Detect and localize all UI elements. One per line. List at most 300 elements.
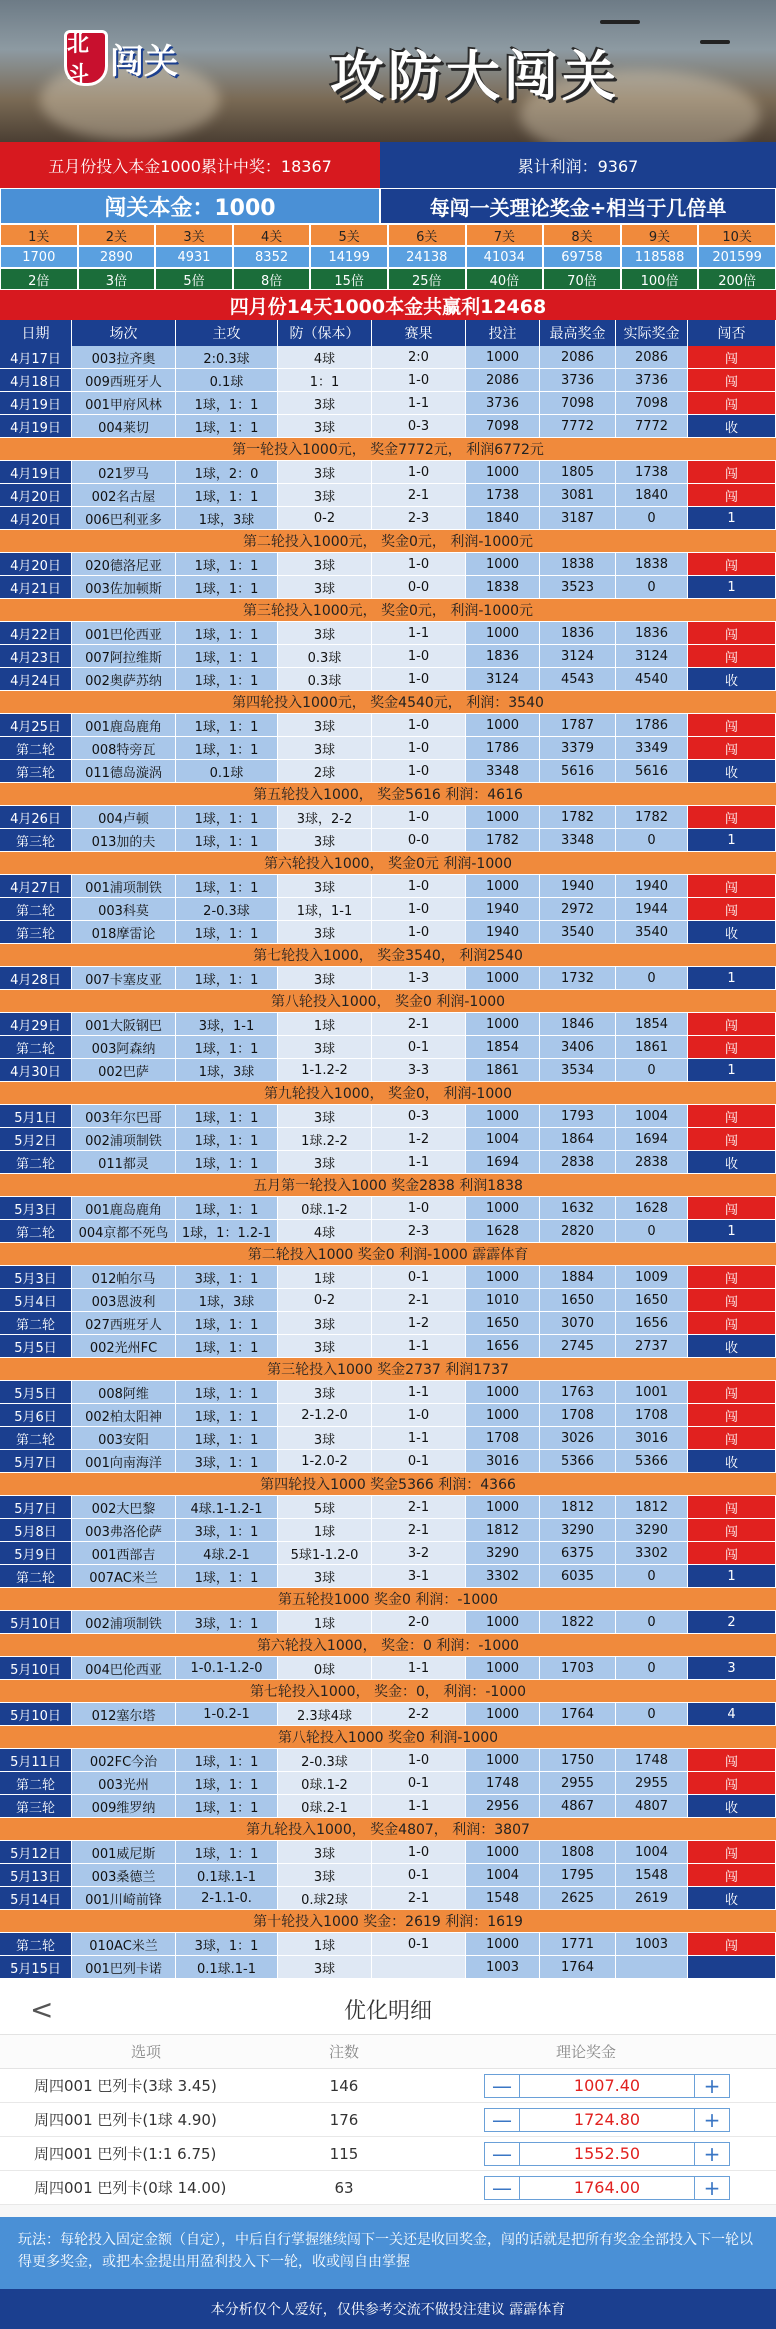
count-value: 63 (334, 2178, 354, 2197)
table-row (0, 1427, 776, 1450)
level-amount: 4931 (155, 246, 233, 268)
match-cell: 007卡塞皮亚 (72, 967, 176, 989)
date-cell: 4月20日 (0, 507, 72, 529)
actual-prize-cell: 3016 (616, 1427, 688, 1449)
stake-cell: 1782 (466, 829, 540, 851)
defense-cell: 0.3球 (278, 668, 372, 690)
result-cell: 0-1 (372, 1864, 466, 1886)
match-cell: 002大巴黎 (72, 1496, 176, 1518)
status-cell: 闯 (688, 806, 776, 828)
max-prize-cell: 1750 (540, 1749, 616, 1771)
main-attack-cell: 0.1球 (176, 760, 278, 782)
match-cell: 020德洛尼亚 (72, 553, 176, 575)
actual-prize-cell: 1940 (616, 875, 688, 897)
main-attack-cell: 1球，1：1 (176, 392, 278, 414)
back-icon[interactable]: < (30, 1993, 54, 2026)
defense-cell: 1球，1-1 (278, 898, 372, 920)
status-cell: 闯 (688, 1496, 776, 1518)
status-cell: 1 (688, 829, 776, 851)
prize-stepper (484, 2108, 730, 2132)
level-amount: 14199 (310, 246, 388, 268)
table-row (0, 1864, 776, 1887)
defense-cell: 1：1 (278, 369, 372, 391)
max-prize-cell: 3124 (540, 645, 616, 667)
status-cell: 收 (688, 1887, 776, 1909)
actual-prize-cell: 0 (616, 1565, 688, 1587)
match-cell: 003弗洛伦萨 (72, 1519, 176, 1541)
date-cell: 5月5日 (0, 1381, 72, 1403)
date-cell: 5月3日 (0, 1197, 72, 1219)
level-amount: 201599 (698, 246, 776, 268)
table-row (0, 576, 776, 599)
date-cell: 第三轮 (0, 1795, 72, 1817)
date-cell: 5月9日 (0, 1542, 72, 1564)
actual-prize-cell: 1708 (616, 1404, 688, 1426)
minus-button[interactable]: — (484, 2142, 520, 2166)
banner (0, 0, 776, 142)
result-cell: 2-1 (372, 1289, 466, 1311)
max-prize-cell: 3070 (540, 1312, 616, 1334)
date-cell: 4月20日 (0, 484, 72, 506)
defense-cell: 3球 (278, 1864, 372, 1886)
max-prize-cell: 1808 (540, 1841, 616, 1863)
match-cell: 003安阳 (72, 1427, 176, 1449)
defense-cell: 1球 (278, 1933, 372, 1955)
match-cell: 009维罗纳 (72, 1795, 176, 1817)
defense-cell: 1-2.0-2 (278, 1450, 372, 1472)
stake-cell: 1000 (466, 1703, 540, 1725)
table-row (0, 921, 776, 944)
date-cell: 5月8日 (0, 1519, 72, 1541)
actual-prize-cell: 0 (616, 967, 688, 989)
match-cell: 004莱切 (72, 415, 176, 437)
date-cell: 5月7日 (0, 1496, 72, 1518)
main-attack-cell: 2:0.3球 (176, 346, 278, 368)
result-cell: 1-0 (372, 737, 466, 759)
defense-cell: 3球 (278, 484, 372, 506)
minus-button[interactable]: — (484, 2074, 520, 2098)
defense-cell: 3球 (278, 1335, 372, 1357)
stake-cell: 1000 (466, 1496, 540, 1518)
status-cell: 闯 (688, 875, 776, 897)
match-cell: 027西班牙人 (72, 1312, 176, 1334)
actual-prize-cell (616, 1956, 688, 1978)
main-attack-cell: 1球，1：1 (176, 576, 278, 598)
table-row (0, 1772, 776, 1795)
stake-cell: 1840 (466, 507, 540, 529)
match-cell: 003恩波利 (72, 1289, 176, 1311)
result-cell: 2-1 (372, 1013, 466, 1035)
status-cell: 闯 (688, 714, 776, 736)
main-attack-cell: 3球，1：1 (176, 1266, 278, 1288)
main-attack-cell: 1球，1：1 (176, 714, 278, 736)
plus-button[interactable]: + (694, 2176, 730, 2200)
date-cell: 第二轮 (0, 1312, 72, 1334)
april-summary-title: 四月份14天1000本金共赢利12468 (0, 290, 776, 320)
match-cell: 001甲府风林 (72, 392, 176, 414)
result-cell: 0-1 (372, 1450, 466, 1472)
defense-cell: 3球 (278, 737, 372, 759)
stake-cell: 3290 (466, 1542, 540, 1564)
main-attack-cell: 1球，1：1 (176, 1105, 278, 1127)
main-attack-cell: 1球，1：1.2-1 (176, 1220, 278, 1242)
max-prize-cell: 3736 (540, 369, 616, 391)
date-cell: 4月18日 (0, 369, 72, 391)
actual-prize-cell: 3124 (616, 645, 688, 667)
principal-label: 闯关本金：1000 (0, 188, 380, 224)
match-cell: 004京都不死鸟 (72, 1220, 176, 1242)
prize-input[interactable]: 1764.00 (520, 2176, 694, 2200)
level-name: 7关 (466, 224, 544, 246)
table-row (0, 1795, 776, 1818)
result-cell: 1-0 (372, 921, 466, 943)
table-row (0, 829, 776, 852)
stake-cell: 1708 (466, 1427, 540, 1449)
selection-label: 周四001 巴列卡(3球 3.45) (34, 2077, 217, 2095)
max-prize-cell: 6375 (540, 1542, 616, 1564)
stake-cell: 1812 (466, 1519, 540, 1541)
levels-row-amounts (0, 246, 776, 268)
table-row (0, 1197, 776, 1220)
stake-cell: 1748 (466, 1772, 540, 1794)
main-attack-cell: 1球，1：1 (176, 1427, 278, 1449)
main-attack-cell: 1球，1：1 (176, 1335, 278, 1357)
main-attack-cell: 1-0.2-1 (176, 1703, 278, 1725)
max-prize-cell: 2625 (540, 1887, 616, 1909)
selection-label: 周四001 巴列卡(0球 14.00) (34, 2179, 227, 2197)
main-attack-cell: 1球，1：1 (176, 1404, 278, 1426)
header-cell: 闯否 (688, 320, 776, 346)
result-cell: 2-1 (372, 484, 466, 506)
column-selection: 选项 (130, 2043, 161, 2061)
round-summary: 第三轮投入1000 奖金2737 利润1737 (0, 1358, 776, 1381)
max-prize-cell: 1703 (540, 1657, 616, 1679)
match-cell: 004巴伦西亚 (72, 1657, 176, 1679)
plus-button[interactable]: + (694, 2074, 730, 2098)
date-cell: 5月11日 (0, 1749, 72, 1771)
result-cell: 1-0 (372, 875, 466, 897)
main-attack-cell: 1球，1：1 (176, 1565, 278, 1587)
level-amount: 2890 (78, 246, 156, 268)
header-cell: 日期 (0, 320, 72, 346)
round-summary: 第七轮投入1000， 奖金3540， 利润2540 (0, 944, 776, 967)
main-attack-cell: 3球，1：1 (176, 1450, 278, 1472)
result-cell: 3-2 (372, 1542, 466, 1564)
date-cell: 5月3日 (0, 1266, 72, 1288)
max-prize-cell: 1836 (540, 622, 616, 644)
date-cell: 4月29日 (0, 1013, 72, 1035)
main-attack-cell: 1球，1：1 (176, 1841, 278, 1863)
max-prize-cell: 1838 (540, 553, 616, 575)
result-cell: 1-1 (372, 1151, 466, 1173)
status-cell: 收 (688, 1795, 776, 1817)
plus-button[interactable]: + (694, 2108, 730, 2132)
defense-cell: 3球 (278, 1841, 372, 1863)
main-attack-cell: 1球，2：0 (176, 461, 278, 483)
play-rule: 玩法：每轮投入固定金额（自定），中后自行掌握继续闯下一关还是收回奖金，闯的话就是把所有奖金全部投入下一轮以得更多奖金，或把本金提出用盈利投入下一轮，收或闯自由掌握 (0, 2217, 776, 2289)
prize-input[interactable]: 1007.40 (520, 2074, 694, 2098)
table-row (0, 1450, 776, 1473)
stake-cell: 1000 (466, 1611, 540, 1633)
prize-stepper (484, 2074, 730, 2098)
stake-cell: 1838 (466, 576, 540, 598)
date-cell: 4月26日 (0, 806, 72, 828)
status-cell: 闯 (688, 553, 776, 575)
date-cell: 4月23日 (0, 645, 72, 667)
level-name: 4关 (233, 224, 311, 246)
actual-prize-cell: 2086 (616, 346, 688, 368)
actual-prize-cell: 1628 (616, 1197, 688, 1219)
result-cell: 1-0 (372, 369, 466, 391)
main-attack-cell: 1球，1：1 (176, 875, 278, 897)
stake-cell: 1010 (466, 1289, 540, 1311)
match-cell: 001大阪钢巴 (72, 1013, 176, 1035)
table-row (0, 1841, 776, 1864)
status-cell: 闯 (688, 1542, 776, 1564)
max-prize-cell: 4543 (540, 668, 616, 690)
actual-prize-cell: 0 (616, 1059, 688, 1081)
defense-cell: 3球 (278, 875, 372, 897)
stake-cell: 7098 (466, 415, 540, 437)
logo-text: 闯关 (110, 41, 178, 82)
level-amount: 24138 (388, 246, 466, 268)
date-cell: 第二轮 (0, 1565, 72, 1587)
table-row (0, 967, 776, 990)
max-prize-cell: 2086 (540, 346, 616, 368)
date-cell: 4月30日 (0, 1059, 72, 1081)
actual-prize-cell: 3302 (616, 1542, 688, 1564)
defense-cell: 3球 (278, 553, 372, 575)
stake-cell: 3736 (466, 392, 540, 414)
status-cell: 闯 (688, 1266, 776, 1288)
minus-button[interactable]: — (484, 2176, 520, 2200)
max-prize-cell: 1732 (540, 967, 616, 989)
status-cell: 闯 (688, 1404, 776, 1426)
defense-cell: 2-0.3球 (278, 1749, 372, 1771)
date-cell: 第三轮 (0, 921, 72, 943)
minus-button[interactable]: — (484, 2108, 520, 2132)
main-attack-cell: 1球，1：1 (176, 1381, 278, 1403)
result-cell: 1-1 (372, 622, 466, 644)
plane-silhouette (600, 20, 640, 24)
main-attack-cell: 3球，1：1 (176, 1611, 278, 1633)
defense-cell: 2-1.2-0 (278, 1404, 372, 1426)
table-row (0, 1105, 776, 1128)
max-prize-cell: 3187 (540, 507, 616, 529)
level-name: 1关 (0, 224, 78, 246)
max-prize-cell: 1764 (540, 1703, 616, 1725)
status-cell: 闯 (688, 1381, 776, 1403)
max-prize-cell: 1793 (540, 1105, 616, 1127)
stake-cell: 1000 (466, 1105, 540, 1127)
table-row (0, 553, 776, 576)
match-cell: 001向南海洋 (72, 1450, 176, 1472)
main-attack-cell: 1-0.1-1.2-0 (176, 1657, 278, 1679)
match-cell: 001巴列卡诺 (72, 1956, 176, 1978)
actual-prize-cell: 3290 (616, 1519, 688, 1541)
table-row (0, 1335, 776, 1358)
match-cell: 012帕尔马 (72, 1266, 176, 1288)
date-cell: 5月4日 (0, 1289, 72, 1311)
date-cell: 4月28日 (0, 967, 72, 989)
result-cell: 1-1 (372, 1427, 466, 1449)
defense-cell: 3球 (278, 1036, 372, 1058)
actual-prize-cell: 1694 (616, 1128, 688, 1150)
optimize-columns (0, 2035, 776, 2069)
status-cell: 闯 (688, 898, 776, 920)
main-attack-cell: 1球，1：1 (176, 829, 278, 851)
status-cell: 收 (688, 1450, 776, 1472)
stake-cell: 1004 (466, 1864, 540, 1886)
match-cell: 007阿拉维斯 (72, 645, 176, 667)
status-cell: 1 (688, 576, 776, 598)
main-attack-cell: 1球，3球 (176, 1289, 278, 1311)
max-prize-cell: 5366 (540, 1450, 616, 1472)
round-summary: 第八轮投入1000 奖金0 利润-1000 (0, 1726, 776, 1749)
status-cell: 闯 (688, 484, 776, 506)
levels-row-multiples (0, 268, 776, 290)
main-attack-cell: 1球，1：1 (176, 622, 278, 644)
actual-prize-cell: 1004 (616, 1105, 688, 1127)
stake-cell: 1004 (466, 1128, 540, 1150)
max-prize-cell: 3523 (540, 576, 616, 598)
prize-stepper (484, 2176, 730, 2200)
stake-cell: 1000 (466, 1266, 540, 1288)
main-attack-cell: 1球，3球 (176, 507, 278, 529)
defense-cell: 3球 (278, 1105, 372, 1127)
date-cell: 5月5日 (0, 1335, 72, 1357)
prize-input[interactable]: 1724.80 (520, 2108, 694, 2132)
level-multiple: 70倍 (543, 268, 621, 290)
stake-cell: 1738 (466, 484, 540, 506)
table-row (0, 1611, 776, 1634)
match-cell: 002浦项制铁 (72, 1128, 176, 1150)
banner-title: 攻防大闯关 (330, 45, 620, 108)
status-cell: 闯 (688, 392, 776, 414)
match-cell: 007AC米兰 (72, 1565, 176, 1587)
result-cell: 0-0 (372, 829, 466, 851)
match-cell: 002柏太阳神 (72, 1404, 176, 1426)
date-cell: 5月13日 (0, 1864, 72, 1886)
stake-cell: 1854 (466, 1036, 540, 1058)
max-prize-cell: 1805 (540, 461, 616, 483)
result-cell: 1-1 (372, 1381, 466, 1403)
stake-cell: 1000 (466, 806, 540, 828)
match-cell: 001川崎前锋 (72, 1887, 176, 1909)
level-name: 5关 (310, 224, 388, 246)
main-attack-cell: 4球.1-1.2-1 (176, 1496, 278, 1518)
actual-prize-cell: 2955 (616, 1772, 688, 1794)
optimize-title: 优化明细 (343, 1999, 432, 2024)
max-prize-cell: 1763 (540, 1381, 616, 1403)
table-row (0, 1565, 776, 1588)
result-cell: 0-1 (372, 1266, 466, 1288)
defense-cell: 0.3球 (278, 645, 372, 667)
match-cell: 001鹿岛鹿角 (72, 714, 176, 736)
table-row (0, 1657, 776, 1680)
match-cell: 011都灵 (72, 1151, 176, 1173)
count-value: 115 (329, 2144, 359, 2163)
prize-stepper (484, 2142, 730, 2166)
status-cell: 闯 (688, 645, 776, 667)
rule-label: 每闯一关理论奖金÷相当于几倍单 (380, 188, 776, 224)
header-cell: 赛果 (372, 320, 466, 346)
match-cell: 003阿森纳 (72, 1036, 176, 1058)
plus-button[interactable]: + (694, 2142, 730, 2166)
match-cell: 003科莫 (72, 898, 176, 920)
level-amount: 8352 (233, 246, 311, 268)
table-row (0, 645, 776, 668)
match-cell: 002浦项制铁 (72, 1611, 176, 1633)
max-prize-cell: 1864 (540, 1128, 616, 1150)
table-row (0, 1013, 776, 1036)
stake-cell: 1000 (466, 1749, 540, 1771)
max-prize-cell: 2972 (540, 898, 616, 920)
table-row (0, 369, 776, 392)
match-cell: 003桑德兰 (72, 1864, 176, 1886)
defense-cell: 4球 (278, 346, 372, 368)
level-name: 2关 (78, 224, 156, 246)
result-cell: 3-3 (372, 1059, 466, 1081)
round-summary: 第九轮投入1000， 奖金0， 利润-1000 (0, 1082, 776, 1105)
optimize-row (0, 2069, 776, 2103)
defense-cell: 3球 (278, 967, 372, 989)
status-cell (688, 1956, 776, 1978)
status-cell: 闯 (688, 1772, 776, 1794)
footer: 本分析仅个人爱好，仅供参考交流不做投注建议 霹霹体育 (0, 2289, 776, 2329)
actual-prize-cell: 0 (616, 1703, 688, 1725)
level-amount: 69758 (543, 246, 621, 268)
match-cell: 010AC米兰 (72, 1933, 176, 1955)
max-prize-cell: 3081 (540, 484, 616, 506)
actual-prize-cell: 0 (616, 1611, 688, 1633)
status-cell: 闯 (688, 1036, 776, 1058)
result-cell: 2-3 (372, 507, 466, 529)
column-count: 注数 (328, 2043, 359, 2061)
defense-cell: 5球 (278, 1496, 372, 1518)
date-cell: 4月25日 (0, 714, 72, 736)
table-row (0, 1703, 776, 1726)
main-attack-cell: 3球，1：1 (176, 1933, 278, 1955)
round-summary: 第四轮投入1000元， 奖金4540元， 利润：3540 (0, 691, 776, 714)
main-attack-cell: 0.1球 (176, 369, 278, 391)
header-cell: 最高奖金 (540, 320, 616, 346)
level-amount: 41034 (466, 246, 544, 268)
defense-cell: 4球 (278, 1220, 372, 1242)
level-multiple: 15倍 (310, 268, 388, 290)
prize-input[interactable]: 1552.50 (520, 2142, 694, 2166)
match-cell: 021罗马 (72, 461, 176, 483)
stake-cell: 1548 (466, 1887, 540, 1909)
actual-prize-cell: 1836 (616, 622, 688, 644)
main-attack-cell: 1球，1：1 (176, 484, 278, 506)
result-cell: 1-1 (372, 1657, 466, 1679)
defense-cell: 1球 (278, 1013, 372, 1035)
results-table (0, 346, 776, 1979)
defense-cell: 3球 (278, 1956, 372, 1978)
main-attack-cell: 1球，1：1 (176, 1197, 278, 1219)
date-cell: 4月27日 (0, 875, 72, 897)
stake-cell: 1000 (466, 1381, 540, 1403)
table-row (0, 1151, 776, 1174)
actual-prize-cell: 1009 (616, 1266, 688, 1288)
count-value: 176 (329, 2110, 359, 2129)
table-row (0, 806, 776, 829)
max-prize-cell: 1822 (540, 1611, 616, 1633)
round-summary: 第一轮投入1000元， 奖金7772元， 利润6772元 (0, 438, 776, 461)
result-cell: 1-0 (372, 898, 466, 920)
defense-cell: 0球 (278, 1657, 372, 1679)
